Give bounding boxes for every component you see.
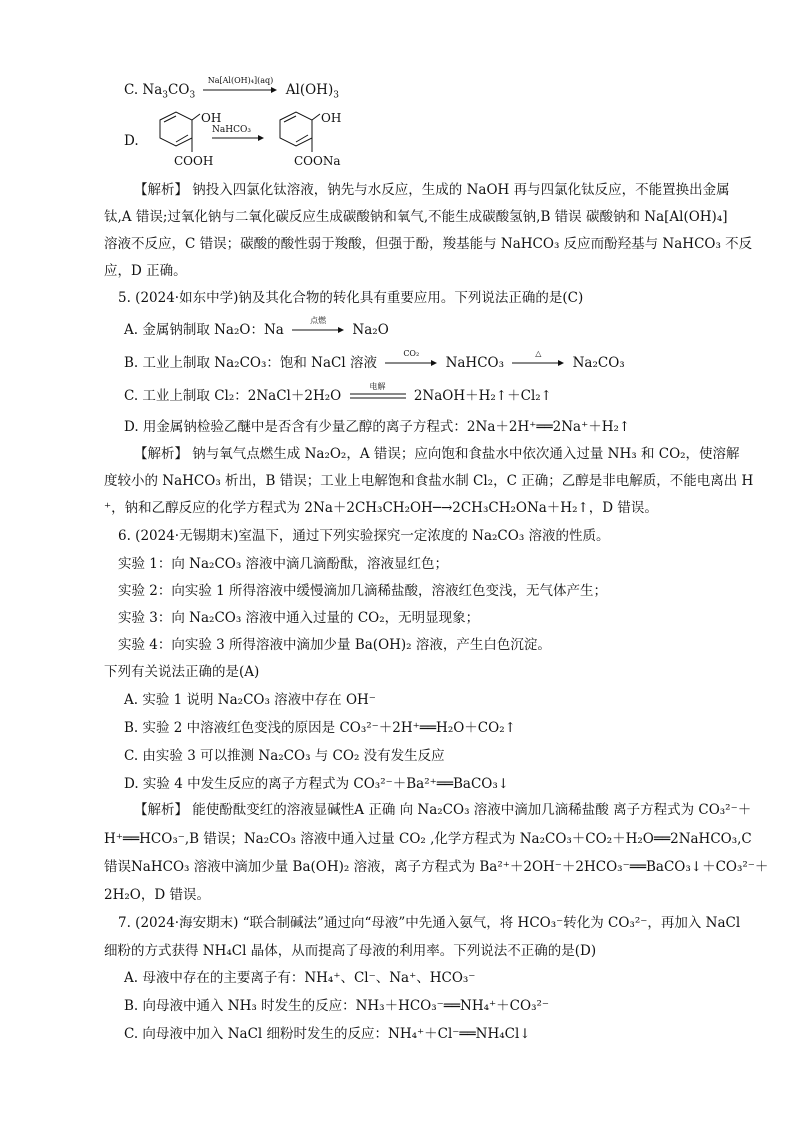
reaction-arrow bbox=[385, 349, 437, 374]
analysis-2-line-1: 【解析】 钠与氧气点燃生成 Na₂O₂，A 错误；应向饱和食盐水中依次通入过量 NH₃ 和 CO₂，使溶解 bbox=[134, 446, 740, 462]
q6-option-a: A. 实验 1 说明 Na₂CO₃ 溶液中存在 OH⁻ bbox=[124, 692, 376, 708]
analysis-3-line-1: 【解析】 能使酚酞变红的溶液显碱性A 正确 向 Na₂CO₃ 溶液中滴加几滴稀盐酸 离子方程式为 CO₃²⁻＋ bbox=[134, 802, 752, 818]
q5-option-c bbox=[124, 382, 552, 407]
experiment-4: 实验 4：向实验 3 所得溶液中滴加少量 Ba(OH)₂ 溶液，产生白色沉淀。 bbox=[118, 637, 551, 653]
question-7-line-2: 细粉的方式获得 NH₄Cl 晶体，从而提高了母液的利用率。下列说法不正确的是(D) bbox=[104, 943, 597, 959]
q5b-product: Na₂CO₃ bbox=[572, 355, 625, 371]
question-6-stem: 6. (2024·无锡期末)室温下，通过下列实验探究一定浓度的 Na₂CO₃ 溶液的性质。 bbox=[118, 528, 610, 544]
arrow-label: 点燃 bbox=[310, 316, 327, 325]
q7-option-c: C. 向母液中加入 NaCl 细粉时发生的反应：NH₄⁺＋Cl⁻══NH₄Cl↓ bbox=[124, 1026, 531, 1042]
option-c-product: Al(OH) bbox=[285, 82, 334, 98]
arrow-icon bbox=[212, 134, 264, 142]
q6-option-b: B. 实验 2 中溶液红色变浅的原因是 CO₃²⁻＋2H⁺══H₂O＋CO₂↑ bbox=[124, 720, 516, 736]
reaction-arrow bbox=[203, 76, 277, 101]
option-d-label: D. bbox=[124, 133, 139, 149]
analysis-1-line-3: 溶液不反应，C 错误；碳酸的酸性弱于羧酸，但强于酚，羧基能与 NaHCO₃ 反应而酚羟基与 NaHCO₃ 不反 bbox=[104, 236, 753, 252]
d-reagent-label: NaHCO₃ bbox=[212, 125, 251, 135]
q5-option-d: D. 用金属钠检验乙醚中是否含有少量乙醇的离子方程式：2Na＋2H⁺══2Na⁺＋H₂↑ bbox=[124, 419, 631, 435]
subscript: 3 bbox=[333, 90, 339, 101]
right-oh-label: OH bbox=[321, 111, 342, 125]
q5a-product: Na₂O bbox=[352, 322, 389, 338]
arrow-label: CO₂ bbox=[403, 349, 420, 358]
reaction-arrow bbox=[292, 316, 344, 341]
experiment-2: 实验 2：向实验 1 所得溶液中缓慢滴加几滴稀盐酸，溶液红色变浅，无气体产生； bbox=[118, 583, 608, 599]
q6-option-c: C. 由实验 3 可以推测 Na₂CO₃ 与 CO₂ 没有发生反应 bbox=[124, 748, 445, 764]
question-6-prompt: 下列有关说法正确的是(A) bbox=[104, 664, 260, 680]
analysis-3-line-3: 错误NaHCO₃ 溶液中滴加少量 Ba(OH)₂ 溶液，离子方程式为 Ba²⁺＋2OH⁻＋2HCO₃⁻══BaCO₃↓＋CO₃²⁻＋ bbox=[104, 859, 769, 875]
q6-option-d: D. 实验 4 中发生反应的离子方程式为 CO₃²⁻＋Ba²⁺══BaCO₃↓ bbox=[124, 776, 510, 792]
option-c-line bbox=[124, 76, 339, 106]
q7-option-a: A. 母液中存在的主要离子有：NH₄⁺、Cl⁻、Na⁺、HCO₃⁻ bbox=[124, 970, 476, 986]
option-c-reactant: C. Na bbox=[124, 82, 163, 98]
subscript: 3 bbox=[189, 90, 196, 101]
question-7-line-1: 7. (2024·海安期末) “联合制碱法”通过向“母液”中先通入氨气，将 HCO₃⁻转化为 CO₃²⁻，再加入 NaCl bbox=[118, 915, 741, 931]
q5c-product: 2NaOH＋H₂↑＋Cl₂↑ bbox=[413, 388, 552, 404]
question-5-stem: 5. (2024·如东中学)钠及其化合物的转化具有重要应用。下列说法正确的是(C) bbox=[118, 290, 584, 306]
left-cooh-label: COOH bbox=[174, 154, 214, 168]
electrolysis-equals bbox=[350, 382, 406, 407]
q7-option-b: B. 向母液中通入 NH₃ 时发生的反应：NH₃＋HCO₃⁻══NH₄⁺＋CO₃²⁻ bbox=[124, 998, 550, 1014]
analysis-1-line-4: 应，D 正确。 bbox=[104, 263, 187, 279]
arrow-label: Na[Al(OH)₄](aq) bbox=[207, 76, 274, 85]
reaction-arrow bbox=[212, 134, 264, 142]
q5b-intermediate: NaHCO₃ bbox=[445, 355, 505, 371]
experiment-1: 实验 1：向 Na₂CO₃ 溶液中滴几滴酚酞，溶液显红色； bbox=[118, 556, 449, 572]
analysis-1-line-1: 【解析】 钠投入四氯化钛溶液，钠先与水反应，生成的 NaOH 再与四氯化钛反应，不能置换出金属 bbox=[134, 182, 730, 198]
reaction-arrow bbox=[512, 349, 564, 374]
analysis-1-line-2: 钛,A 错误;过氧化钠与二氧化碳反应生成碳酸钠和氧气,不能生成碳酸氢钠,B 错误 碳酸钠和 Na[Al(OH)₄] bbox=[104, 209, 728, 225]
q5-option-a bbox=[124, 316, 389, 341]
analysis-2-line-2: 度较小的 NaHCO₃ 析出，B 错误；工业上电解饱和食盐水制 Cl₂，C 正确；乙醇是非电解质，不能电离出 H bbox=[104, 473, 754, 489]
q5a-reactant: A. 金属钠制取 Na₂O：Na bbox=[124, 322, 284, 338]
q5-option-b bbox=[124, 349, 625, 374]
q5b-reactant: B. 工业上制取 Na₂CO₃：饱和 NaCl 溶液 bbox=[124, 355, 377, 371]
right-coona-label: COONa bbox=[294, 154, 341, 168]
analysis-3-line-4: 2H₂O，D 错误。 bbox=[104, 887, 210, 903]
analysis-3-line-2: H⁺══HCO₃⁻,B 错误；Na₂CO₃ 溶液中通入过量 CO₂ ,化学方程式为 Na₂CO₃＋CO₂＋H₂O══2NaHCO₃,C bbox=[104, 831, 752, 847]
left-oh-label: OH bbox=[201, 111, 222, 125]
experiment-3: 实验 3：向 Na₂CO₃ 溶液中通入过量的 CO₂，无明显现象； bbox=[118, 610, 480, 626]
analysis-2-line-3: ⁺，钠和乙醇反应的化学方程式为 2Na＋2CH₃CH₂OH─→2CH₃CH₂ONa＋H₂↑，D 错误。 bbox=[104, 500, 658, 516]
arrow-label: 电解 bbox=[369, 382, 386, 391]
q5c-reactant: C. 工业上制取 Cl₂：2NaCl＋2H₂O bbox=[124, 388, 342, 404]
subscript: 3 bbox=[162, 90, 169, 101]
arrow-label: △ bbox=[535, 349, 542, 358]
option-c-co: CO bbox=[168, 82, 190, 98]
